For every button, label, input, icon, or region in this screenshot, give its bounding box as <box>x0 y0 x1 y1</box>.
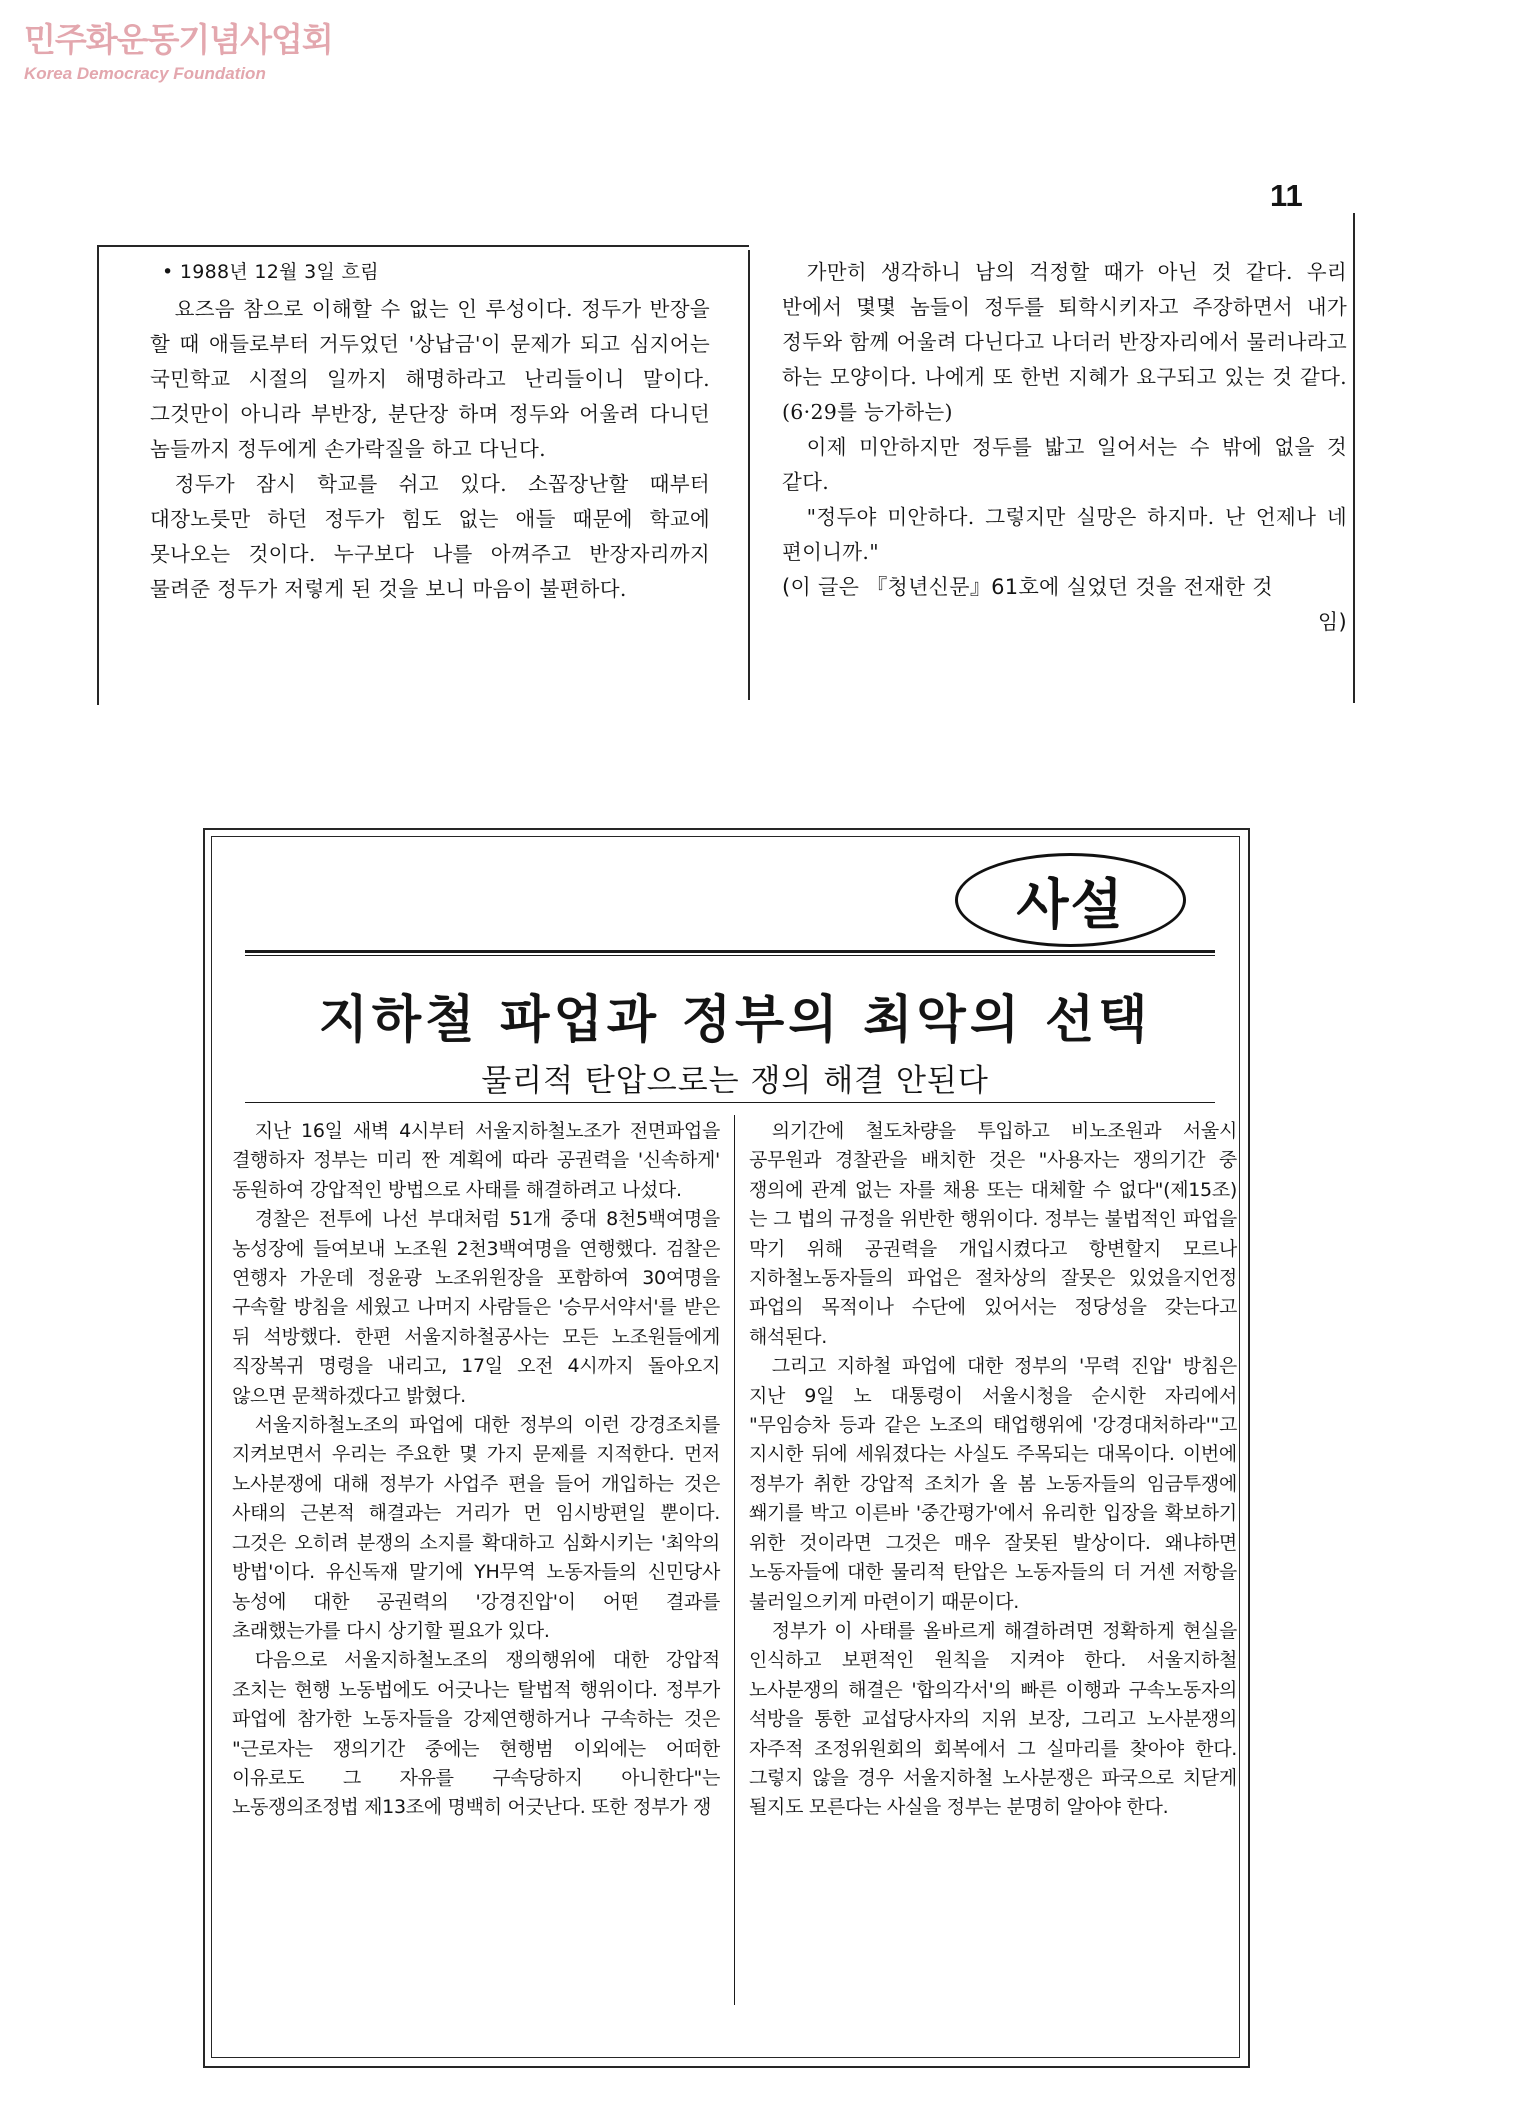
watermark-subtitle: Korea Democracy Foundation <box>24 64 266 83</box>
diary-right-border <box>1353 213 1355 703</box>
diary-right-column <box>782 255 1347 640</box>
editorial-badge-label: 사설 <box>1016 872 1125 936</box>
editorial-paragraph: 경찰은 전투에 나선 부대처럼 51개 중대 8천5백여명을 농성장에 들여보내 노조원 2천3백여명을 연행했다. 검찰은 연행자 가운데 정윤광 노조위원장을 포함하여 30여명을 구속할 방침을 세웠고 나머지 사람들은 '승무서약서'를 받은 뒤 석방했다. 한편 서울지하철공사는 모든 노조원들에게 직장복귀 명령을 내리고, 17일 오전 4시까지 돌아오지 않으면 문책하겠다고 밝혔다. <box>232 1208 720 1407</box>
watermark-title: 민주화운동기념사업회 <box>24 20 333 59</box>
diary-paragraph: "정두야 미안하다. 그렇지만 실망은 하지마. 난 언제나 네 편이니까." <box>782 505 1347 564</box>
diary-left-column <box>150 255 710 607</box>
editorial-badge <box>955 853 1186 947</box>
diary-paragraph: 정두가 잠시 학교를 쉬고 있다. 소꼽장난할 때부터 대장노릇만 하던 정두가 힘도 없는 애들 때문에 학교에 못나오는 것이다. 누구보다 나를 아껴주고 반장자리까지 물려준 정두가 저렇게 된 것을 보니 마음이 불편하다. <box>150 472 710 601</box>
diary-left-border <box>97 245 99 705</box>
diary-date: • 1988년 12월 3일 흐림 <box>162 261 379 283</box>
editorial-headline: 지하철 파업과 정부의 최악의 선택 <box>318 990 1152 1050</box>
editorial-paragraph: 그리고 지하철 파업에 대한 정부의 '무력 진압' 방침은 지난 9일 노 대통령이 서울시청을 순시한 자리에서 "무임승차 등과 같은 노조의 태업행위에 '강경대처하라'"고 지시한 뒤에 세워졌다는 사실도 주목되는 대목이다. 이번에 정부가 취한 강압적 조치가 올 봄 노동자들의 임금투쟁에 쐐기를 박고 이른바 '중간평가'에서 유리한 입장을 확보하기 위한 것이라면 그것은 매우 잘못된 발상이다. 왜냐하면 노동자들에 대한 물리적 탄압은 노동자들의 더 거센 저항을 불러일으키게 마련이기 때문이다. <box>749 1355 1237 1613</box>
editorial-paragraph: 다음으로 서울지하철노조의 쟁의행위에 대한 강압적 조치는 현행 노동법에도 어긋나는 탈법적 행위이다. 정부가 파업에 참가한 노동자들을 강제연행하거나 구속하는 것은 "근로자는 쟁의기간 중에는 현행범 이외에는 어떠한 이유로도 그 자유를 구속당하지 아니한다"는 노동쟁의조정법 제13조에 명백히 어긋난다. 또한 정부가 쟁 <box>232 1649 720 1819</box>
diary-top-border <box>97 245 749 247</box>
headline-rule-thin <box>245 955 1215 956</box>
editorial-right-column <box>749 1117 1237 1823</box>
page-number: 11 <box>1270 178 1303 213</box>
source-note: (이 글은 『청년신문』61호에 실었던 것을 전재한 것 <box>782 575 1273 599</box>
source-note-end: 임) <box>1317 610 1347 634</box>
editorial-subheadline: 물리적 탄압으로는 쟁의 해결 안된다 <box>481 1063 989 1099</box>
diary-paragraph: 가만히 생각하니 남의 걱정할 때가 아닌 것 같다. 우리 반에서 몇몇 놈들이 정두를 퇴학시키자고 주장하면서 내가 정두와 함께 어울려 다닌다고 나더러 반장자리에서 물러나라고 하는 모양이다. 나에게 또 한번 지혜가 요구되고 있는 것 같다.(6·29를 능가하는) <box>782 260 1347 424</box>
diary-paragraph: 이제 미안하지만 정두를 밟고 일어서는 수 밖에 없을 것 같다. <box>782 435 1347 494</box>
subheadline-rule <box>245 1102 1215 1103</box>
diary-column-divider <box>748 250 750 700</box>
diary-paragraph: 요즈음 참으로 이해할 수 없는 인 루성이다. 정두가 반장을 할 때 애들로부터 거두었던 '상납금'이 문제가 되고 심지어는 국민학교 시절의 일까지 해명하라고 난리들이니 말이다. 그것만이 아니라 부반장, 분단장 하며 정두와 어울려 다니던 놈들까지 정두에게 손가락질을 하고 다닌다. <box>150 297 710 461</box>
editorial-paragraph: 의기간에 철도차량을 투입하고 비노조원과 서울시 공무원과 경찰관을 배치한 것은 "사용자는 쟁의기간 중 쟁의에 관계 없는 자를 채용 또는 대체할 수 없다"(제15조)는 그 법의 규정을 위반한 행위이다. 정부는 불법적인 파업을 막기 위해 공권력을 개입시켰다고 항변할지 모르나 지하철노동자들의 파업은 절차상의 잘못은 있었을지언정 파업의 목적이나 수단에 있어서는 정당성을 갖는다고 해석된다. <box>749 1120 1237 1348</box>
editorial-paragraph: 지난 16일 새벽 4시부터 서울지하철노조가 전면파업을 결행하자 정부는 미리 짠 계획에 따라 공권력을 '신속하게' 동원하여 강압적인 방법으로 사태를 해결하려고 나섰다. <box>232 1120 720 1201</box>
editorial-left-column <box>232 1117 720 1823</box>
editorial-paragraph: 정부가 이 사태를 올바르게 해결하려면 정확하게 현실을 인식하고 보편적인 원칙을 지켜야 한다. 서울지하철 노사분쟁의 해결은 '합의각서'의 빠른 이행과 구속노동자의 석방을 통한 교섭당사자의 지위 보장, 그리고 노사분쟁의 자주적 조정위원회의 회복에서 그 실마리를 찾아야 한다. 그렇지 않을 경우 서울지하철 노사분쟁은 파국으로 치닫게 될지도 모른다는 사실을 정부는 분명히 알아야 한다. <box>749 1619 1237 1819</box>
editorial-column-divider <box>734 1115 735 2005</box>
editorial-paragraph: 서울지하철노조의 파업에 대한 정부의 이런 강경조치를 지켜보면서 우리는 주요한 몇 가지 문제를 지적한다. 먼저 노사분쟁에 대해 정부가 사업주 편을 들어 개입하는 것은 사태의 근본적 해결과는 거리가 먼 임시방편일 뿐이다. 그것은 오히려 분쟁의 소지를 확대하고 심화시키는 '최악의 방법'이다. 유신독재 말기에 YH무역 노동자들의 신민당사 농성에 대한 공권력의 '강경진압'이 어떤 결과를 초래했는가를 다시 상기할 필요가 있다. <box>232 1414 720 1642</box>
headline-rule <box>245 950 1215 953</box>
